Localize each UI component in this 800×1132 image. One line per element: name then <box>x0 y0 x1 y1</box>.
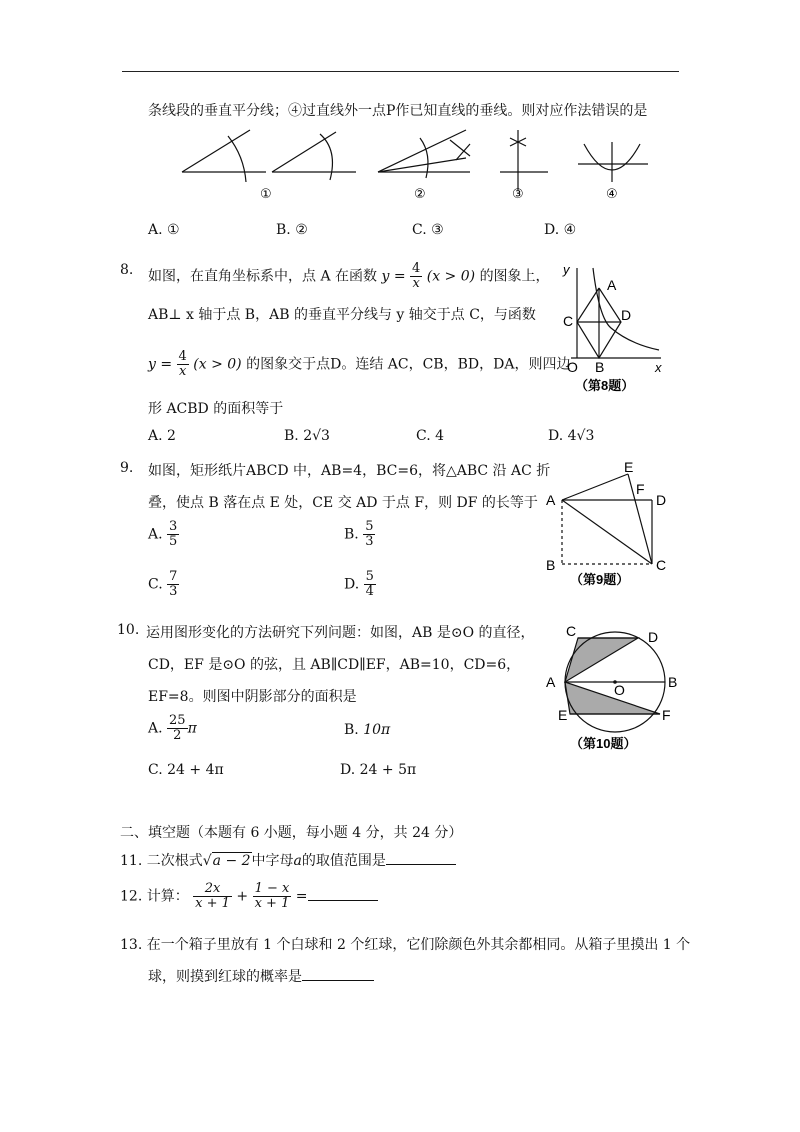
q8-label-b: B <box>595 359 605 375</box>
q7-option-c: C. ③ <box>412 222 444 238</box>
q11-radical-sign: √ <box>202 853 212 869</box>
q10-line2: CD，EF 是⊙O 的弦，且 AB∥CD∥EF，AB=10，CD=6， <box>148 657 521 673</box>
q10-label-e: E <box>558 707 568 723</box>
q13-answer-blank[interactable] <box>302 980 374 981</box>
q9-line2: 叠，使点 B 落在点 E 处，CE 交 AD 于点 F，则 DF 的长等于 <box>148 495 538 511</box>
q8-func-lhs: y = <box>381 268 406 285</box>
header-rule <box>122 71 679 72</box>
q7-construction-figures <box>170 120 670 205</box>
q8-option-d-value: 4√3 <box>567 428 595 444</box>
q9-label-a: A <box>546 492 556 508</box>
q10-label-d: D <box>648 629 659 645</box>
q8-func-den: x <box>412 276 420 291</box>
q8-option-d-label: D. <box>548 428 564 444</box>
q9-option-c-label: C. <box>148 576 163 593</box>
q8-label-a: A <box>607 277 617 293</box>
q10-figure-caption: （第10题） <box>570 736 637 751</box>
q8-func-den-2: x <box>179 364 187 379</box>
q10-option-c-value: 24 + 4π <box>167 762 224 778</box>
q8-figure-caption: （第8题） <box>575 378 635 393</box>
q8-option-b-label: B. <box>284 428 299 444</box>
q10-option-a-den: 2 <box>173 728 182 743</box>
q8-line1-post: 的图象上， <box>479 268 550 285</box>
q10-option-a-pi: π <box>187 720 197 737</box>
q9-option-b-label: B. <box>344 526 359 543</box>
q9-option-d-fraction <box>364 570 376 599</box>
q8-number: 8. <box>120 262 134 278</box>
q9-option-a-den: 5 <box>169 534 178 549</box>
q8-func-num: 4 <box>412 261 421 276</box>
q9-option-b-den: 3 <box>365 534 374 549</box>
q10-number: 10. <box>117 622 140 638</box>
q9-option-b-num: 5 <box>365 519 374 534</box>
q9-option-a-label: A. <box>148 526 163 543</box>
q12-fraction-1 <box>193 882 232 911</box>
q8-line2: AB⊥ x 轴于点 B，AB 的垂直平分线与 y 轴交于点 C，与函数 <box>148 307 536 323</box>
q9-label-b: B <box>546 557 556 573</box>
q9-option-c-num: 7 <box>169 569 178 584</box>
q8-option-c: C. 4 <box>416 428 445 444</box>
q9-option-b <box>344 520 375 549</box>
q13-line2 <box>148 966 374 986</box>
q8-line4: 形 ACBD 的面积等于 <box>148 401 284 417</box>
q13-line2-text: 球，则摸到红球的概率是 <box>148 969 302 985</box>
q7-fig-label-4: ④ <box>606 186 618 201</box>
q12-plus: + <box>236 888 249 905</box>
q9-label-d: D <box>656 492 667 508</box>
q10-option-a-fraction <box>167 714 188 743</box>
q7-option-b: B. ② <box>276 222 308 238</box>
q9-option-d <box>344 570 376 599</box>
q12-f2-num: 1 − x <box>254 881 290 896</box>
q7-fig-label-1: ① <box>260 186 272 201</box>
q10-option-d-value: 24 + 5π <box>359 762 417 778</box>
q8-option-d <box>548 428 594 444</box>
q11-var: a <box>293 853 302 869</box>
q8-label-y: y <box>563 262 570 277</box>
q10-label-o: O <box>614 682 625 698</box>
q10-label-c: C <box>566 623 577 639</box>
q8-line3 <box>148 350 570 379</box>
q9-option-c-den: 3 <box>169 584 178 599</box>
q11-post2: 的取值范围是 <box>301 853 386 869</box>
q8-func-lhs-2: y = <box>148 356 173 373</box>
q10-figure <box>540 620 690 760</box>
q10-label-f: F <box>662 707 671 723</box>
q10-line3: EF=8。则图中阴影部分的面积是 <box>148 689 357 705</box>
q9-option-d-den: 4 <box>365 584 374 599</box>
q10-option-b-label: B. <box>344 722 359 738</box>
q10-option-a <box>148 714 197 743</box>
q9-option-c <box>148 570 179 599</box>
q7-intro: 条线段的垂直平分线；④过直线外一点P作已知直线的垂线。则对应作法错误的是 <box>148 103 648 119</box>
q8-option-a: A. 2 <box>148 428 176 444</box>
q8-func-domain: (x > 0) <box>426 268 476 285</box>
q8-label-x: x <box>655 360 662 375</box>
q9-option-b-fraction <box>363 520 375 549</box>
q12-equals: = <box>295 888 308 905</box>
q11-post: 中字母 <box>251 853 294 869</box>
q8-func-domain-2: (x > 0) <box>193 356 242 373</box>
q11-answer-blank[interactable] <box>386 864 456 865</box>
q9-option-d-label: D. <box>344 576 360 593</box>
q13-line1: 13. 在一个箱子里放有 1 个白球和 2 个红球，它们除颜色外其余都相同。从箱子里摸出 1 个 <box>120 937 691 953</box>
q8-line1 <box>148 262 550 291</box>
q9-option-a-fraction <box>167 520 179 549</box>
q10-option-c <box>148 762 224 778</box>
q9-option-a-num: 3 <box>169 519 178 534</box>
q8-line1-pre: 如图，在直角坐标系中，点 A 在函数 <box>148 268 378 285</box>
q10-option-b-value: 10π <box>363 722 391 738</box>
q12 <box>120 882 378 911</box>
q11-pre: 11. 二次根式 <box>120 853 203 869</box>
q8-func-fraction <box>410 262 422 291</box>
q9-option-c-fraction <box>167 570 179 599</box>
q11-radicand: a − 2 <box>212 853 251 869</box>
q9-label-e: E <box>624 460 634 475</box>
q9-label-c: C <box>656 557 667 573</box>
q10-option-a-label: A. <box>148 720 163 737</box>
q8-figure <box>555 258 670 398</box>
q12-pre: 12. 计算： <box>120 888 189 905</box>
q10-option-c-label: C. <box>148 762 163 778</box>
q9-number: 9. <box>120 460 134 476</box>
q11 <box>120 850 456 870</box>
q8-func-num-2: 4 <box>178 349 187 364</box>
q10-option-d-label: D. <box>340 762 356 778</box>
q12-fraction-2 <box>253 882 292 911</box>
q10-label-b: B <box>668 674 678 690</box>
q8-label-c: C <box>563 313 574 329</box>
q8-option-b-value: 2√3 <box>303 428 330 444</box>
q7-option-d: D. ④ <box>544 222 577 238</box>
q8-label-d: D <box>621 307 632 323</box>
q12-answer-blank[interactable] <box>308 900 378 901</box>
q10-option-d <box>340 762 416 778</box>
q8-func-fraction-2 <box>177 350 189 379</box>
q8-option-b <box>284 428 330 444</box>
q10-option-a-num: 25 <box>169 713 186 728</box>
q9-figure-caption: （第9题） <box>570 572 630 587</box>
q9-line1: 如图，矩形纸片ABCD 中，AB=4，BC=6，将△ABC 沿 AC 折 <box>148 463 551 479</box>
q10-label-a: A <box>546 674 556 690</box>
q8-label-o: O <box>567 359 578 375</box>
section2-heading: 二、填空题（本题有 6 小题，每小题 4 分，共 24 分） <box>120 825 463 841</box>
q7-option-a: A. ① <box>148 222 180 238</box>
q9-option-a <box>148 520 179 549</box>
q12-f1-den: x + 1 <box>195 896 230 911</box>
q9-option-d-num: 5 <box>365 569 374 584</box>
q7-fig-label-3: ③ <box>512 186 524 201</box>
q12-f1-num: 2x <box>193 882 232 897</box>
q9-label-f: F <box>636 481 645 497</box>
q7-fig-label-2: ② <box>414 186 426 201</box>
q12-f2-den: x + 1 <box>254 896 290 911</box>
q9-figure <box>540 460 680 590</box>
q8-line3-post: 的图象交于点D。连结 AC，CB，BD，DA，则四边 <box>246 356 571 373</box>
q10-line1: 运用图形变化的方法研究下列问题：如图，AB 是⊙O 的直径， <box>146 625 535 641</box>
q10-option-b <box>344 722 390 738</box>
